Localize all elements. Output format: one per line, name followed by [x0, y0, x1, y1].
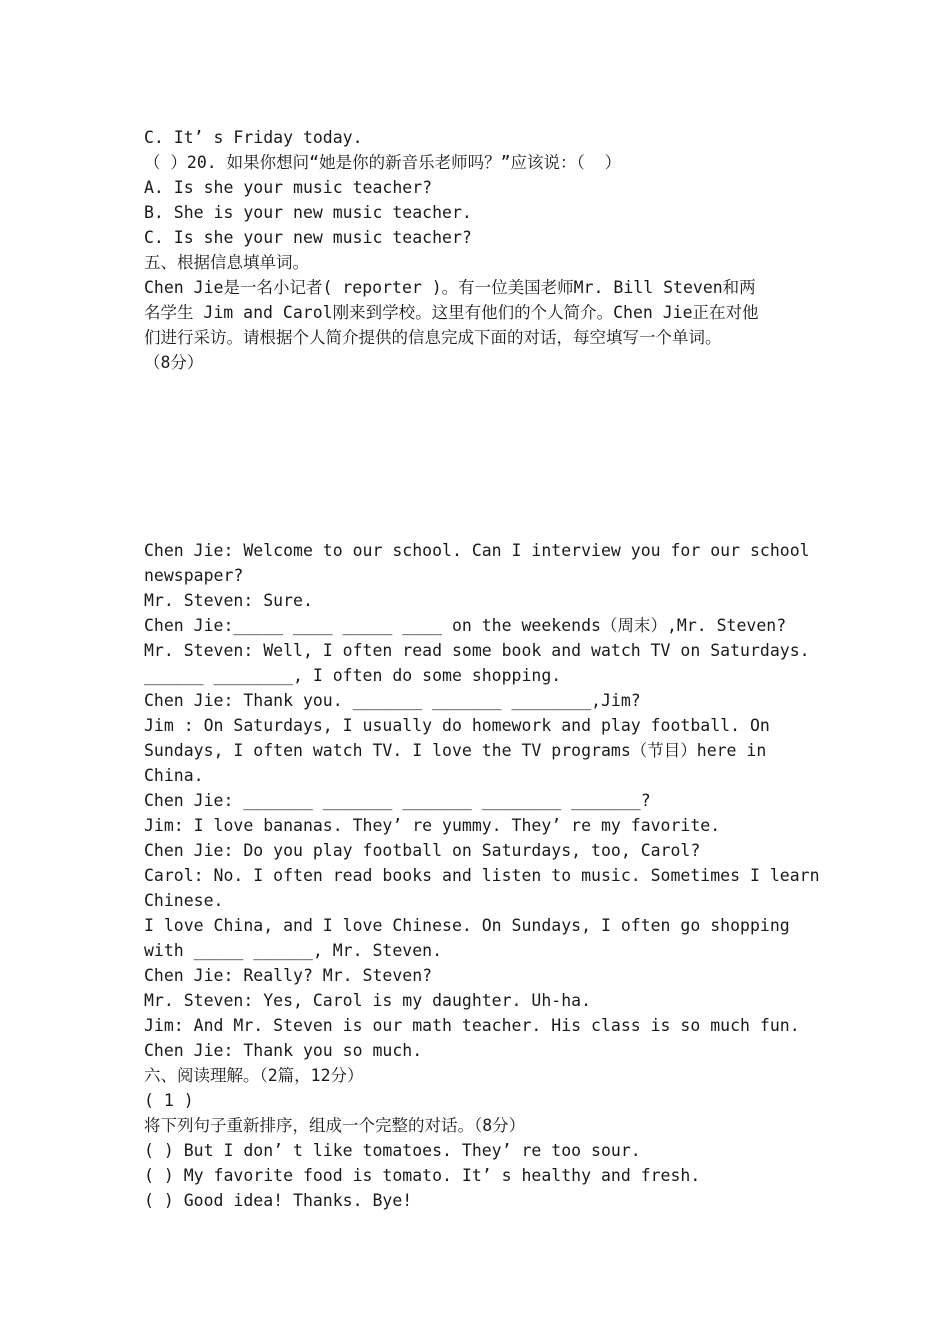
dialogue-line: I love China, and I love Chinese. On Sundays, I often go shopping — [144, 916, 790, 935]
dialogue-line: Chen Jie: Welcome to our school. Can I interview you for our school — [144, 541, 810, 560]
dialogue-line: ______ ________, I often do some shopping. — [144, 666, 562, 685]
reorder-item: ( ) But I don’ t like tomatoes. They’ re too sour. — [144, 1141, 641, 1160]
section-five-heading: 五、根据信息填单词。 — [144, 253, 309, 272]
dialogue-line: Chen Jie: Thank you. _______ _______ ________,Jim? — [144, 691, 641, 710]
passage-number: ( 1 ) — [144, 1091, 194, 1110]
dialogue-line: Chinese. — [144, 891, 224, 910]
dialogue-line: Chen Jie: _______ _______ _______ ________ _______? — [144, 791, 651, 810]
option-c-friday: C. It’ s Friday today. — [144, 128, 363, 147]
dialogue-line: Chen Jie: Really? Mr. Steven? — [144, 966, 433, 985]
intro-line-3: 们进行采访。请根据个人简介提供的信息完成下面的对话，每空填写一个单词。 — [144, 328, 722, 347]
dialogue-line: Jim : On Saturdays, I usually do homework and play football. On — [144, 716, 770, 735]
dialogue-line: Jim: I love bananas. They’ re yummy. They’ re my favorite. — [144, 816, 721, 835]
section-six-heading: 六、阅读理解。（2篇，12分） — [144, 1066, 364, 1085]
question-section-top — [144, 125, 809, 375]
dialogue-line: Mr. Steven: Well, I often read some book and watch TV on Saturdays. — [144, 641, 810, 660]
option-b: B. She is your new music teacher. — [144, 203, 472, 222]
dialogue-line: Mr. Steven: Sure. — [144, 591, 313, 610]
reorder-item: ( ) My favorite food is tomato. It’ s healthy and fresh. — [144, 1166, 701, 1185]
intro-line-1: Chen Jie是一名小记者( reporter )。有一位美国老师Mr. Bill Steven和两 — [144, 278, 756, 297]
dialogue-line: Chen Jie: Do you play football on Saturdays, too, Carol? — [144, 841, 701, 860]
option-c: C. Is she your new music teacher? — [144, 228, 472, 247]
dialogue-line: Carol: No. I often read books and listen to music. Sometimes I learn — [144, 866, 820, 885]
dialogue-line: with _____ ______, Mr. Steven. — [144, 941, 443, 960]
interview-dialogue — [144, 538, 820, 1213]
reorder-instruction: 将下列句子重新排序，组成一个完整的对话。（8分） — [144, 1116, 526, 1135]
dialogue-line: Sundays, I often watch TV. I love the TV programs（节目）here in — [144, 741, 767, 760]
dialogue-line: Mr. Steven: Yes, Carol is my daughter. Uh-ha. — [144, 991, 592, 1010]
question-20: （ ）20. 如果你想问“她是你的新音乐老师吗？”应该说：（ ） — [144, 153, 622, 172]
dialogue-line: Chen Jie:_____ ____ _____ ____ on the weekends（周末）,Mr. Steven? — [144, 616, 787, 635]
option-a: A. Is she your music teacher? — [144, 178, 433, 197]
reorder-item: ( ) Good idea! Thanks. Bye! — [144, 1191, 413, 1210]
dialogue-line: newspaper? — [144, 566, 244, 585]
dialogue-line: Chen Jie: Thank you so much. — [144, 1041, 423, 1060]
intro-line-2: 名学生 Jim and Carol刚来到学校。这里有他们的个人简介。Chen Jie正在对他 — [144, 303, 759, 322]
intro-line-4: （8分） — [144, 353, 204, 372]
dialogue-line: Jim: And Mr. Steven is our math teacher. His class is so much fun. — [144, 1016, 800, 1035]
dialogue-line: China. — [144, 766, 204, 785]
